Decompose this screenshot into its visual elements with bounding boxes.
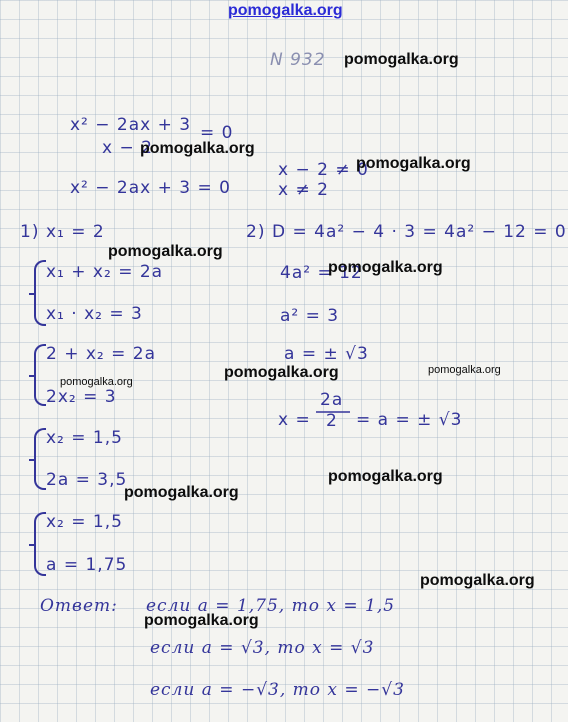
problem-number: N 932 <box>270 50 326 70</box>
case2-line2: a² = 3 <box>280 306 340 326</box>
watermark-2: pomogalka.org <box>140 140 255 157</box>
case1-root: x₁ = 2 <box>46 222 105 242</box>
watermark-12: pomogalka.org <box>144 612 259 629</box>
sys2-line1: 2 + x₂ = 2a <box>46 344 157 364</box>
watermark-11: pomogalka.org <box>420 572 535 589</box>
sys1-line1: x₁ + x₂ = 2a <box>46 262 164 282</box>
x-rest: = a = ± √3 <box>356 410 463 430</box>
top-watermark-link[interactable]: pomogalka.org <box>228 2 343 19</box>
case2-label: 2) <box>246 222 266 242</box>
case2-line3: a = ± √3 <box>284 344 369 364</box>
system-brace-3 <box>34 428 46 490</box>
sys2-line2: 2x₂ = 3 <box>46 387 117 407</box>
answer-line-1: если a = 1,75, то x = 1,5 <box>146 596 396 616</box>
case2-line1: 4a² = 12 <box>280 263 363 283</box>
answer-line-3: если a = −√3, то x = −√3 <box>150 680 405 700</box>
x-numerator: 2a <box>320 390 344 410</box>
case1-label: 1) <box>20 222 40 242</box>
x-denominator: 2 <box>326 411 338 431</box>
watermark-1: pomogalka.org <box>344 51 459 68</box>
watermark-3: pomogalka.org <box>356 155 471 172</box>
answer-label: Ответ: <box>40 596 118 616</box>
system-brace-4 <box>34 512 46 576</box>
watermark-6: pomogalka.org <box>124 484 239 501</box>
watermark-5: pomogalka.org <box>60 376 133 388</box>
sys3-line2: 2a = 3,5 <box>46 470 128 490</box>
discriminant: D = 4a² − 4 · 3 = 4a² − 12 = 0 <box>272 222 567 242</box>
system-brace-1 <box>34 260 46 326</box>
setup-numerator: x² − 2ax + 3 <box>70 115 192 135</box>
x-prefix: x = <box>278 410 311 430</box>
watermark-4: pomogalka.org <box>108 243 223 260</box>
watermark-10: pomogalka.org <box>328 468 443 485</box>
sys3-line1: x₂ = 1,5 <box>46 428 123 448</box>
watermark-8: pomogalka.org <box>428 364 501 376</box>
answer-line-2: если a = √3, то x = √3 <box>150 638 375 658</box>
sys4-line2: a = 1,75 <box>46 555 128 575</box>
condition-2: x ≠ 2 <box>278 180 329 200</box>
condition-1: x − 2 ≠ 0 <box>278 160 369 180</box>
setup-denominator: x − 2 <box>102 138 153 158</box>
watermark-9: pomogalka.org <box>224 364 339 381</box>
setup-equation: x² − 2ax + 3 = 0 <box>70 178 231 198</box>
system-brace-2 <box>34 344 46 406</box>
watermark-7: pomogalka.org <box>328 259 443 276</box>
sys4-line1: x₂ = 1,5 <box>46 512 123 532</box>
setup-eq-zero: = 0 <box>200 123 234 143</box>
sys1-line2: x₁ · x₂ = 3 <box>46 304 143 324</box>
